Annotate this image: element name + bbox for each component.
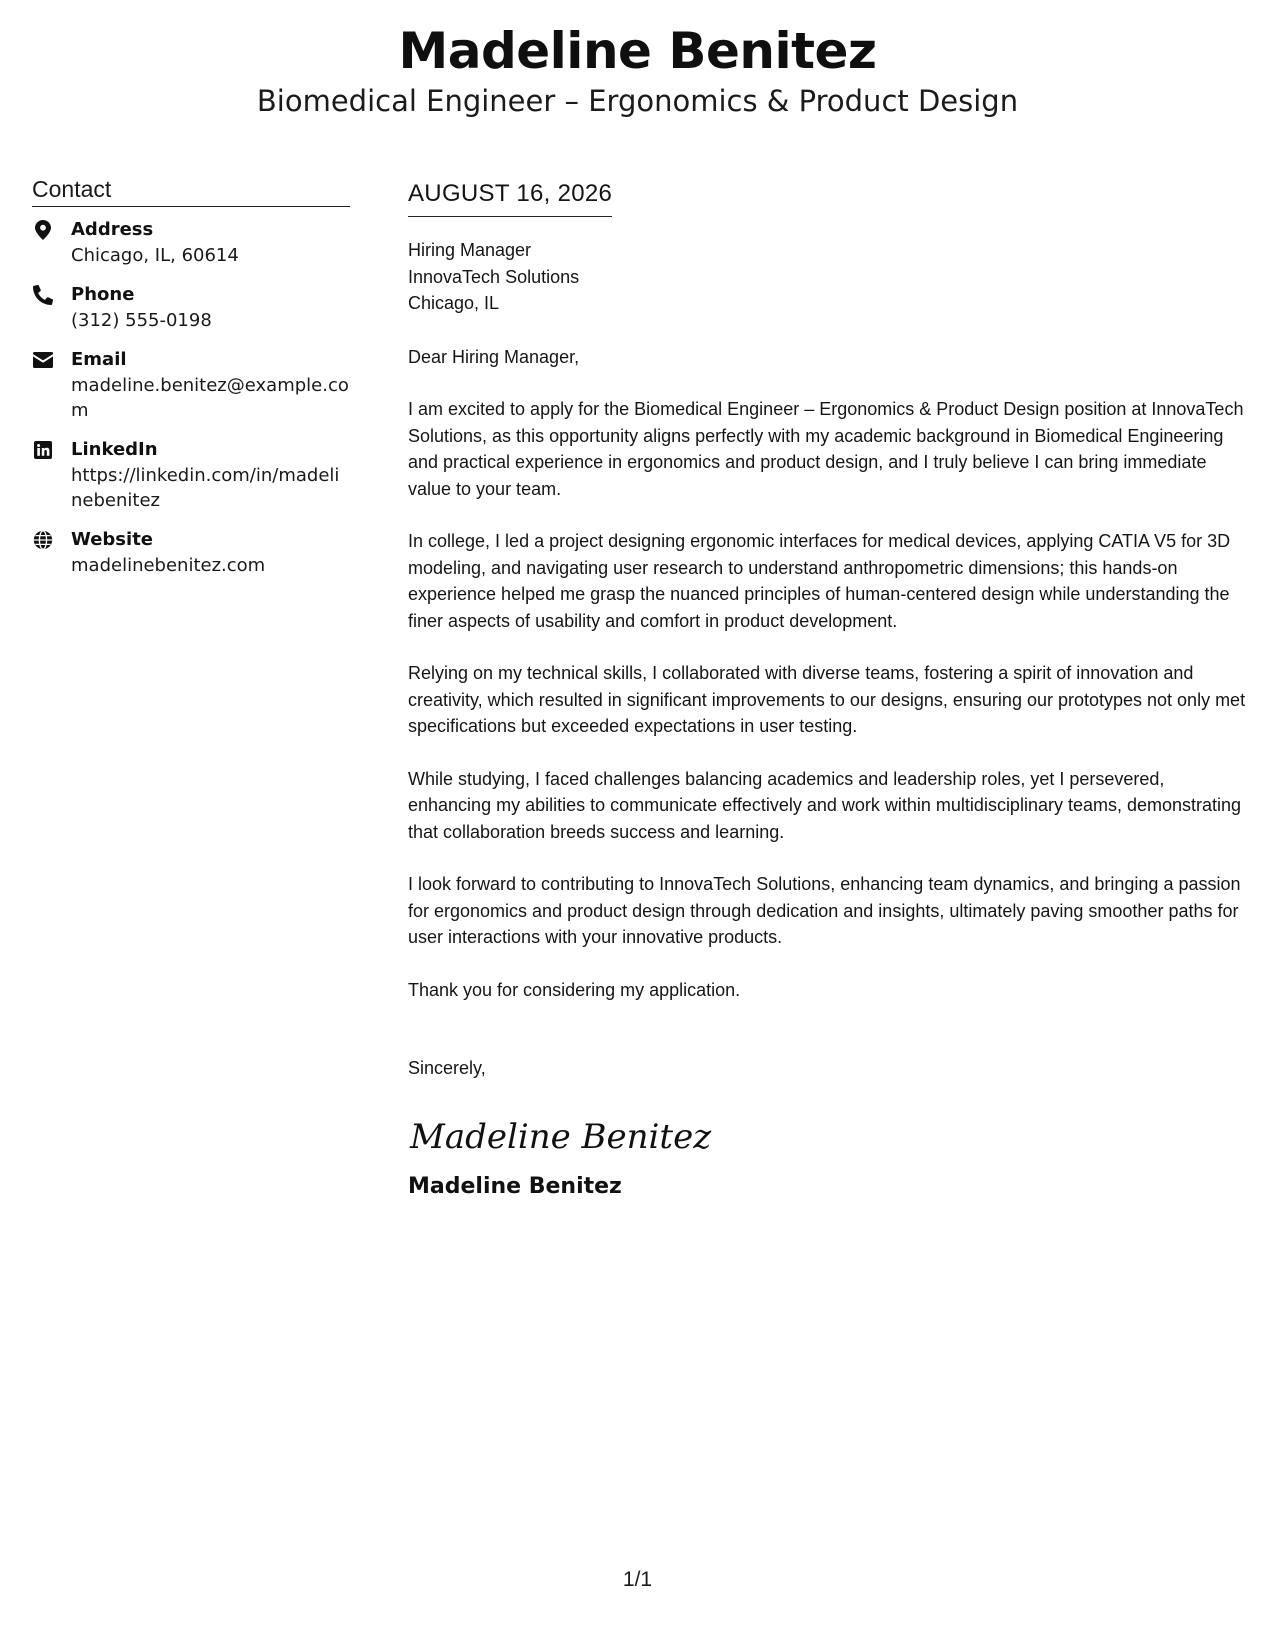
contact-item-email [32,347,350,423]
handwritten-signature [408,1108,1246,1164]
signature-text: Madeline Benitez [410,1116,712,1157]
phone-value: (312) 555-0198 [71,310,212,331]
contact-item-phone [32,282,350,333]
letter-paragraph: I look forward to contributing to InnovaTech Solutions, enhancing team dynamics, and bringing a passion for ergonomics and product design through dedication and insights, ultimately paving smoother paths for user interactions with your innovative products. [408,874,1241,947]
contact-label: Website [71,529,154,550]
salutation: Dear Hiring Manager, [408,346,580,367]
recipient-line: InnovaTech Solutions [408,266,580,287]
globe-icon [32,529,54,551]
contact-item-address [32,217,350,268]
contact-label: LinkedIn [71,439,158,460]
date-block [408,178,612,217]
contact-label: Phone [71,284,135,305]
contact-item-website [32,527,350,578]
contact-heading: Contact [32,174,350,207]
phone-icon [32,284,54,306]
letter-paragraph: Thank you for considering my application. [408,979,741,1000]
map-pin-icon [32,219,54,241]
email-value[interactable]: madeline.benitez@example.com [71,375,349,421]
recipient-line: Chicago, IL [408,293,500,313]
linkedin-value[interactable]: https://linkedin.com/in/madelinebenitez [71,465,340,511]
applicant-name: Madeline Benitez [398,22,877,80]
contact-label: Email [71,349,127,370]
contact-list [32,217,350,578]
letter-paragraph: I am excited to apply for the Biomedical Engineer – Ergonomics & Product Design position at InnovaTech Solutions, as this opportunity aligns perfectly with my academic background in Biomedical Engineering and practical experience in ergonomics and product design, and I truly believe I can bring immediate value to your team. [408,399,1244,499]
address-value: Chicago, IL, 60614 [71,245,239,266]
resume-header [0,18,1275,121]
letter-paragraph: Relying on my technical skills, I collaborated with diverse teams, fostering a spirit of innovation and creativity, which resulted in significant improvements to our designs, ensuring our prototypes not only met specifications but exceeded expectations in user testing. [408,663,1246,736]
letter-date: AUGUST 16, 2026 [408,180,613,207]
linkedin-icon [32,439,54,461]
page-number: 1/1 [622,1568,653,1591]
website-value[interactable]: madelinebenitez.com [71,555,266,576]
letter-body [408,178,1246,1202]
applicant-title: Biomedical Engineer – Ergonomics & Product Design [256,84,1019,118]
contact-sidebar [32,174,350,592]
contact-label: Address [71,219,154,240]
letter-paragraph: While studying, I faced challenges balancing academics and leadership roles, yet I persevered, enhancing my abilities to communicate effectively and work within multidisciplinary teams, demonstrating that collaboration breeds success and learning. [408,768,1242,842]
signer-name: Madeline Benitez [408,1173,622,1199]
closing: Sincerely, [408,1058,486,1078]
recipient-block [408,237,1246,317]
letter-paragraph: In college, I led a project designing ergonomic interfaces for medical devices, applying CATIA V5 for 3D modeling, and navigating user research to understand anthropometric dimensions; this hands-on experience helped me grasp the nuanced principles of human-centered design while understanding the finer aspects of usability and comfort in product development. [408,531,1231,631]
envelope-icon [32,349,54,371]
recipient-line: Hiring Manager [408,240,532,260]
contact-item-linkedin [32,437,350,513]
